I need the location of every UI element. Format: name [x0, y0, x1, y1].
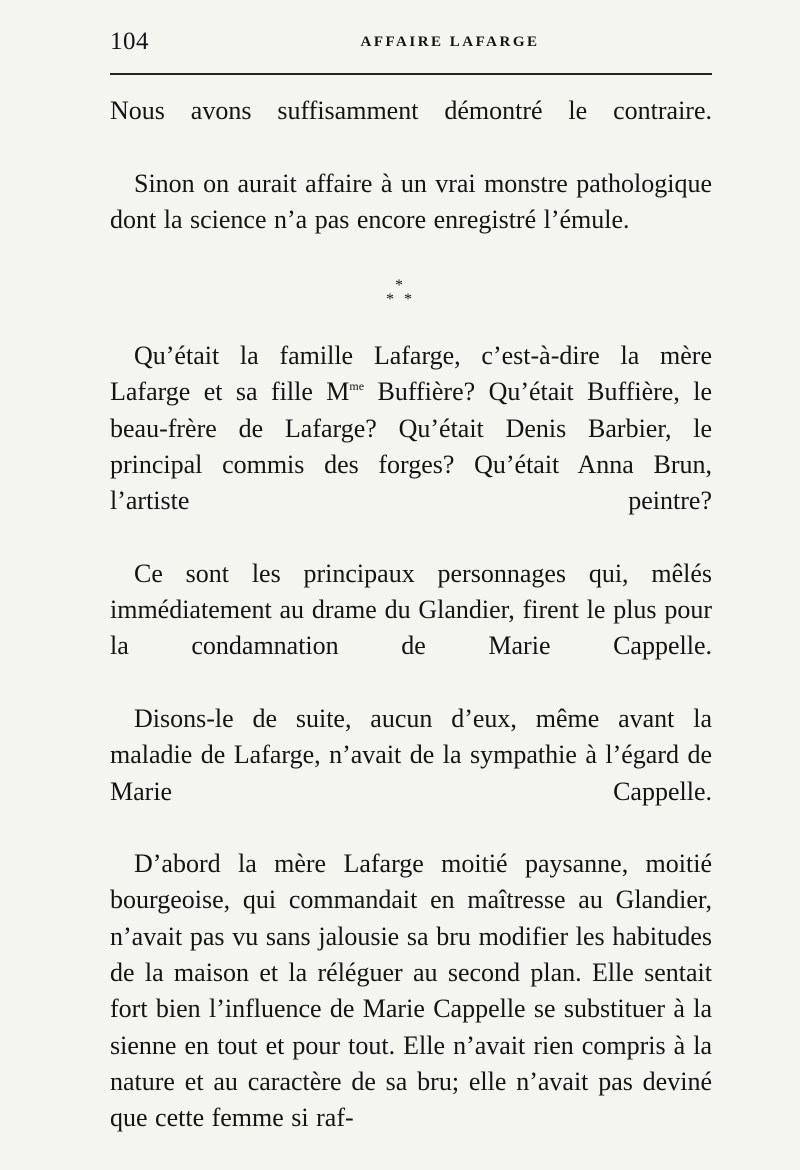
asterism-star-top: *: [395, 277, 403, 294]
paragraph-3-text-after: Buffière? Qu’était Buffière, le beau-frère de Lafarge? Qu’était Denis Barbier, le principal commis des forges? Qu’était Anna Brun, l’artiste peintre?: [110, 377, 712, 516]
paragraph-5: Disons-le de suite, aucun d’eux, même avant la maladie de Lafarge, n’avait de la sympathie à l’égard de Marie Cappelle.: [110, 703, 712, 806]
paragraph-3-superscript: me: [349, 379, 365, 394]
paragraph-6: D’abord la mère Lafarge moitié paysanne, moitié bourgeoise, qui commandait en maîtresse au Glandier, n’avait pas vu sans jalousie sa bru modifier les habitudes de la maison et la réléguer au second plan. Elle sentait fort bien l’influence de Marie Cappelle se substituer à la sienne en tout et pour tout. Elle n’avait rien compris à la nature et au caractère de sa bru; elle n’avait pas deviné que cette femme si raf-: [110, 849, 712, 1133]
page-header: [110, 24, 710, 60]
asterism-star-right: *: [404, 291, 412, 308]
asterism-star-left: *: [386, 291, 394, 308]
paragraph-3: [110, 338, 712, 556]
text-block-main: [110, 338, 712, 1137]
paragraph-1: Nous avons suffisamment démontré le contraire.: [110, 96, 712, 125]
paragraph-3-text-before: Qu’était la famille Lafarge, c’est-à-dire la mère Lafarge et sa fille M: [110, 341, 712, 407]
paragraph-2: Sinon on aurait affaire à un vrai monstre pathologique dont la science n’a pas encore enregistré l’émule.: [110, 168, 712, 234]
text-block-top: [110, 93, 712, 238]
page-number: 104: [110, 28, 149, 55]
paragraph-4: Ce sont les principaux personnages qui, mêlés immédiatement au drame du Glandier, firent le plus pour la condamnation de Marie Cappelle.: [110, 558, 712, 661]
header-rule: [110, 73, 712, 75]
asterism: [370, 278, 430, 318]
running-title: AFFAIRE LAFARGE: [360, 34, 540, 50]
